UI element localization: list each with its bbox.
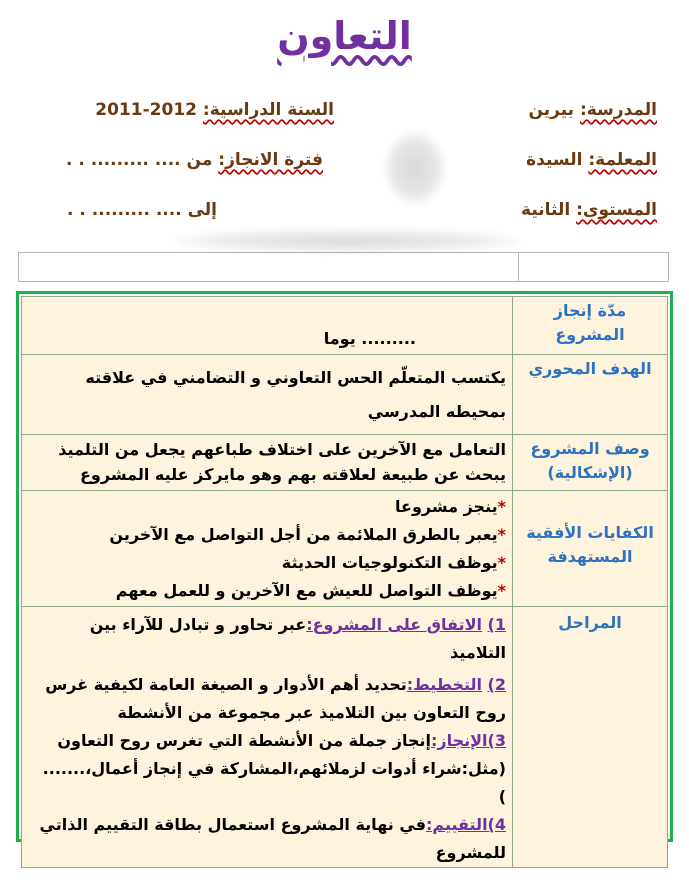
teacher-label: المعلمة: [588,150,657,170]
competency-item: *يعبر بالطرق الملائمة من أجل التواصل مع الآخرين [109,525,506,544]
description-header: وصف المشروع (الإشكالية) [513,435,668,491]
school-value: بيرين [528,100,575,120]
row-competencies [22,491,668,607]
empty-header-box [18,252,669,282]
goal-header: الهدف المحوري [513,355,668,435]
school-line [528,100,657,120]
redacted-line [175,230,520,252]
row-description [22,435,668,491]
school-label: المدرسة: [579,100,657,120]
competency-item: *يوظف التواصل للعيش مع الآخرين و للعمل معهم [115,581,506,600]
teacher-value: السيدة [526,150,583,170]
period-line [66,150,323,170]
stage-item: 4)التقييم:في نهاية المشروع استعمال بطاقة التقييم الذاتي للمشروع [39,815,506,862]
project-table [21,296,668,868]
year-label: السنة الدراسية: [202,100,334,120]
stages-list [22,607,513,868]
period-to: إلى .... ......... . . [67,200,217,220]
level-line [521,200,657,220]
stage-item: 2) التخطيط:تحديد أهم الأدوار و الصيغة العامة لكيفية غرس روح التعاون بين التلاميذ عبر مجموعة من الأنشطة [45,675,506,722]
year-value: 2012-2011 [95,100,197,120]
competencies-header: الكفايات الأفقية المستهدفة [513,491,668,607]
level-value: الثانية [521,200,571,220]
goal-text: يكتسب المتعلّم الحس التعاوني و التضامني في علاقته بمحيطه المدرسي [22,355,513,435]
competency-item: *يوظف التكنولوجيات الحديثة [281,553,506,572]
year-line [95,100,334,120]
competencies-list [22,491,513,607]
redacted-name [385,132,445,204]
duration-header: مدّة إنجاز المشروع [513,297,668,355]
period-label: فترة الانجاز: [218,150,323,170]
page-title: التعاون [277,14,412,58]
duration-value: ......... يوما [22,297,513,355]
description-text: التعامل مع الآخرين على اختلاف طباعهم يجعل من التلميذ يبحث عن طبيعة لعلاقته بهم وهو مايركز عليه المشروع [22,435,513,491]
level-label: المستوى: [576,200,657,220]
stage-item: 3)الإنجاز:إنجاز جملة من الأنشطة التي تغرس روح التعاون (مثل:شراء أدوات لزملائهم،المشاركة في إنجاز أعمال،....... ) [42,731,506,806]
teacher-line [526,150,657,170]
competency-item: *ينجز مشروعا [395,497,506,516]
row-stages [22,607,668,868]
row-goal [22,355,668,435]
stage-item: 1) الاتفاق على المشروع:عبر تحاور و تبادل للآراء بين التلاميذ [89,615,506,662]
row-duration [22,297,668,355]
period-from: من .... ......... . . [66,150,213,170]
stages-header: المراحل [513,607,668,868]
